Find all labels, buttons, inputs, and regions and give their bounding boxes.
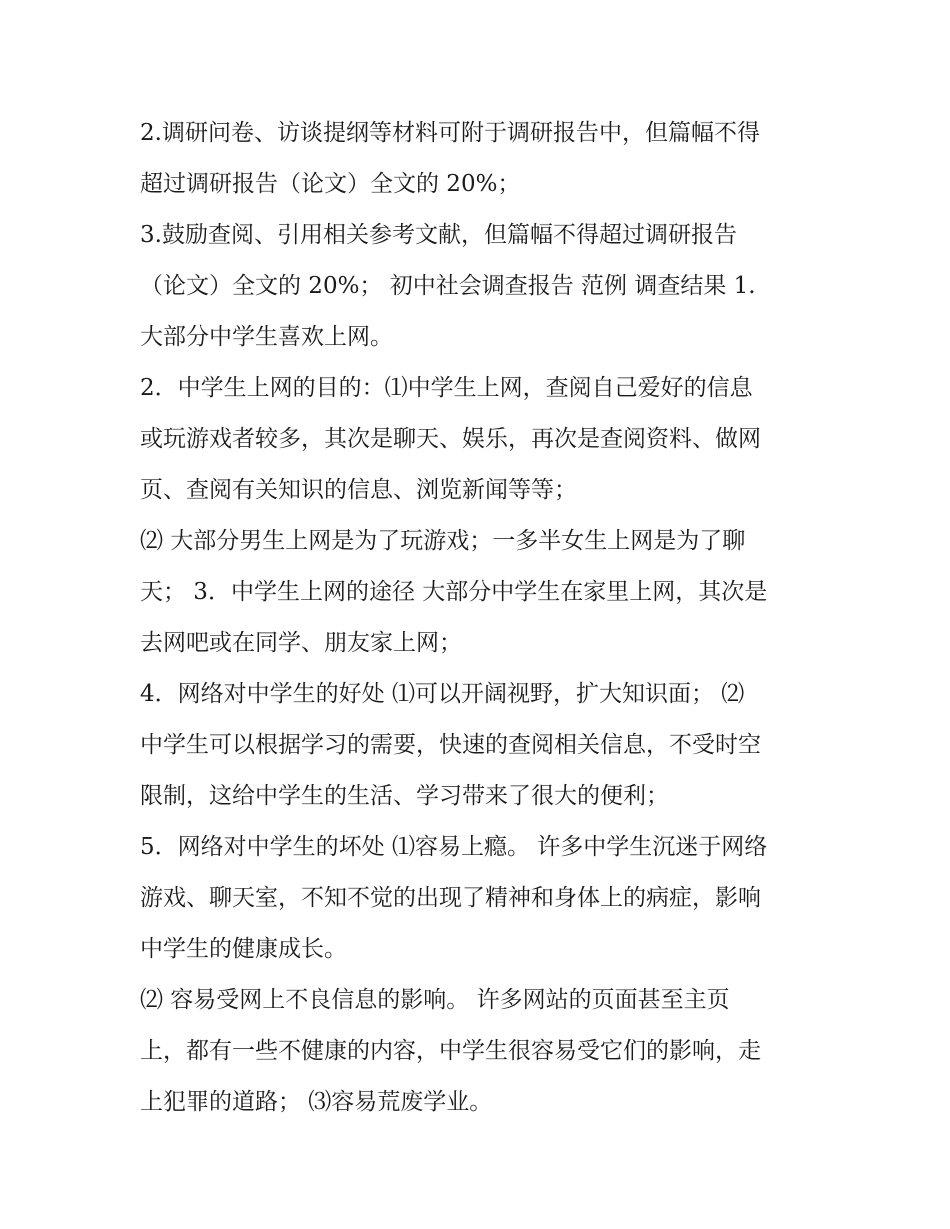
text-line: ⑵ 大部分男生上网是为了玩游戏；一多半女生上网是为了聊 <box>140 528 746 554</box>
text-line: （论文）全文的 20%； 初中社会调查报告 范例 调查结果 1. <box>140 273 756 299</box>
text-line: 天； 3．中学生上网的途径 大部分中学生在家里上网，其次是 <box>140 579 768 605</box>
text-line: 2.调研问卷、访谈提纲等材料可附于调研报告中，但篇幅不得 <box>140 120 760 146</box>
text-line: 中学生可以根据学习的需要，快速的查阅相关信息，不受时空 <box>140 732 761 758</box>
text-line: 5．网络对中学生的坏处 ⑴容易上瘾。 许多中学生沉迷于网络 <box>140 834 768 860</box>
text-line: 4．网络对中学生的好处 ⑴可以开阔视野，扩大知识面； ⑵ <box>140 681 745 707</box>
text-line: 游戏、聊天室，不知不觉的出现了精神和身体上的病症，影响 <box>140 885 761 911</box>
text-line: 3.鼓励查阅、引用相关参考文献，但篇幅不得超过调研报告 <box>140 222 737 248</box>
text-line: 大部分中学生喜欢上网。 <box>140 324 393 350</box>
text-line: 限制，这给中学生的生活、学习带来了很大的便利； <box>140 783 669 809</box>
text-line: 超过调研报告（论文）全文的 20%； <box>140 171 521 197</box>
text-line: 或玩游戏者较多，其次是聊天、娱乐，再次是查阅资料、做网 <box>140 426 761 452</box>
text-line: 页、查阅有关知识的信息、浏览新闻等等； <box>140 477 577 503</box>
text-line: 上犯罪的道路； ⑶容易荒废学业。 <box>140 1089 493 1115</box>
text-line: 中学生的健康成长。 <box>140 936 347 962</box>
text-line: ⑵ 容易受网上不良信息的影响。 许多网站的页面甚至主页 <box>140 987 730 1013</box>
text-line: 去网吧或在同学、朋友家上网； <box>140 630 462 656</box>
document-body <box>140 108 830 1128</box>
text-line: 2．中学生上网的目的：⑴中学生上网，查阅自己爱好的信息 <box>140 375 753 401</box>
text-line: 上，都有一些不健康的内容，中学生很容易受它们的影响，走 <box>140 1038 761 1064</box>
